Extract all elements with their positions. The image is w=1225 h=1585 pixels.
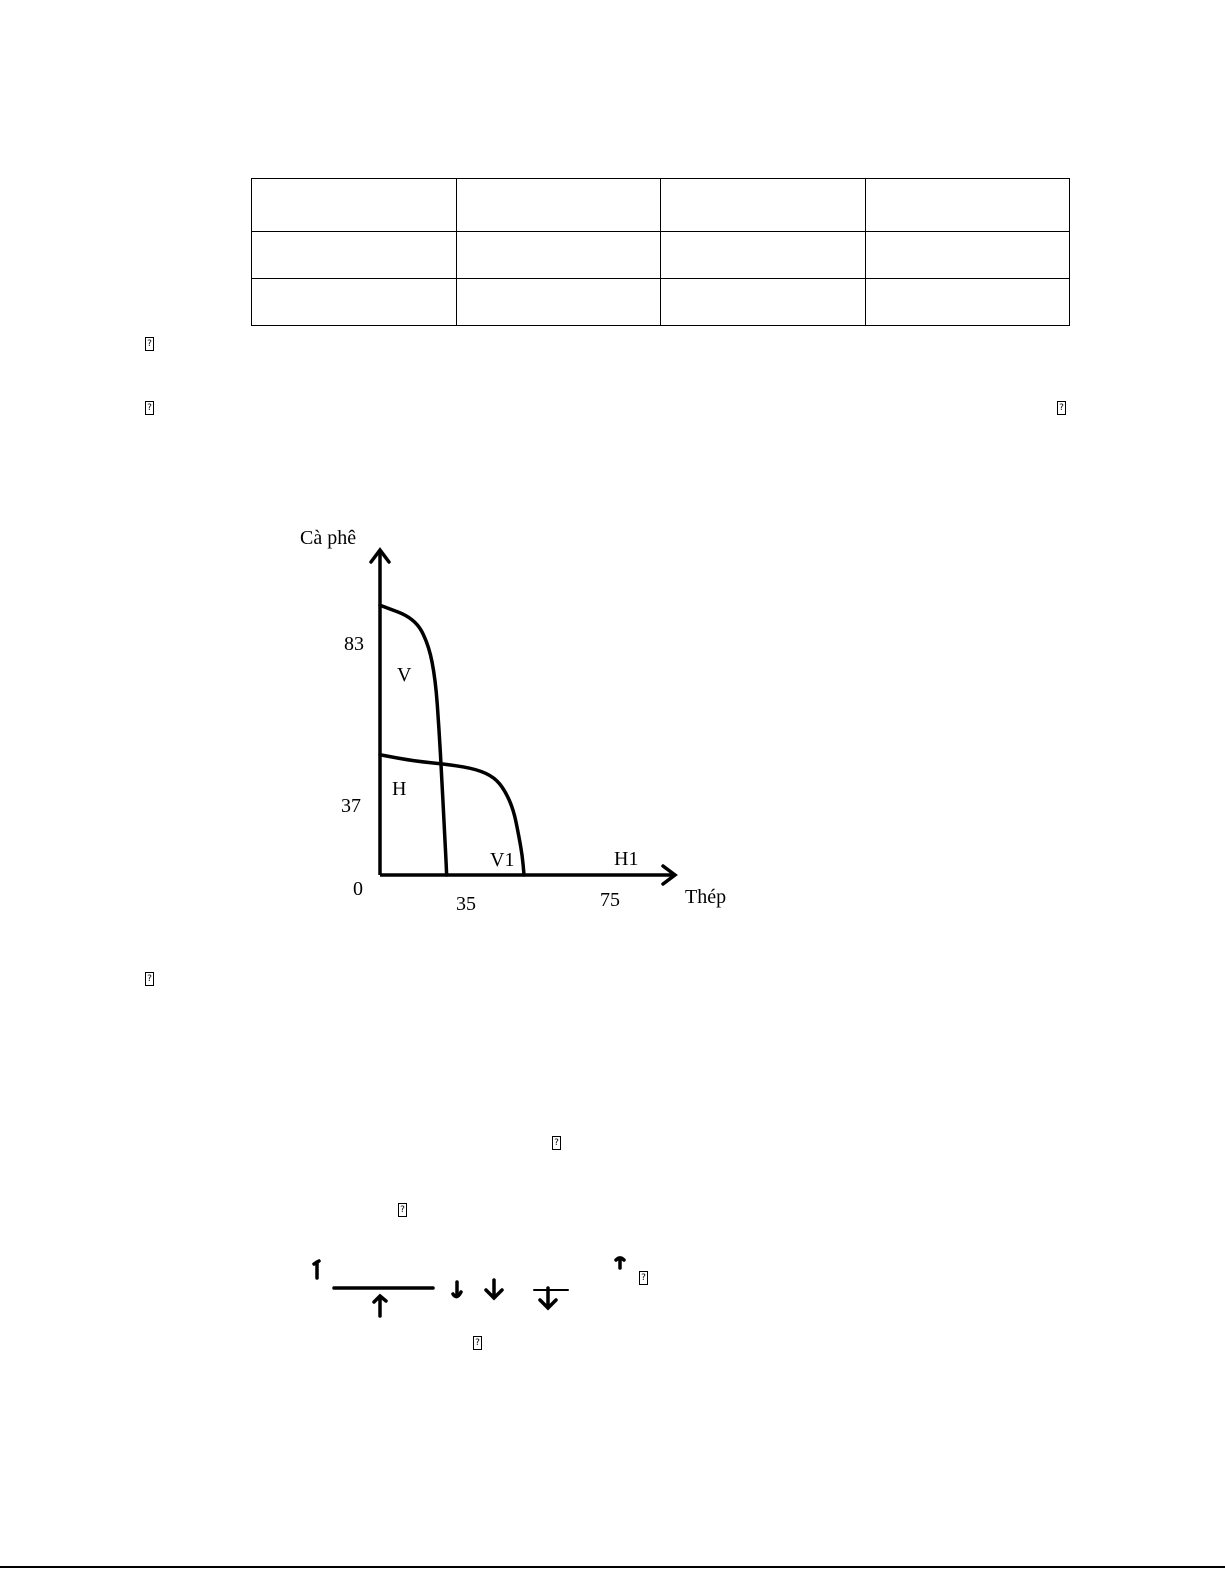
series-label-h: H xyxy=(392,778,407,800)
table-cell xyxy=(456,179,661,232)
missing-glyph-icon: ? xyxy=(552,1136,561,1150)
series-end-label-v1: V1 xyxy=(490,849,515,871)
table-cell xyxy=(661,232,866,279)
table-cell xyxy=(252,279,457,326)
y-axis-label: Cà phê xyxy=(300,527,357,549)
origin-label: 0 xyxy=(353,878,363,900)
page-bottom-rule xyxy=(0,1566,1225,1568)
series-line-v xyxy=(380,605,447,875)
data-table xyxy=(251,178,1070,326)
series-label-v: V xyxy=(397,664,412,686)
y-tick-label: 37 xyxy=(341,795,361,817)
missing-glyph-icon: ? xyxy=(473,1336,482,1350)
chart-curves xyxy=(380,605,524,875)
table-row xyxy=(252,279,1070,326)
table-cell xyxy=(252,232,457,279)
formula-marks xyxy=(300,1248,660,1328)
missing-glyph-icon: ? xyxy=(639,1271,648,1285)
table-cell xyxy=(865,279,1070,326)
table-row xyxy=(252,232,1070,279)
chart-axes xyxy=(371,550,675,884)
missing-glyph-icon: ? xyxy=(145,401,154,415)
x-tick-label: 35 xyxy=(456,893,476,915)
x-axis-label: Thép xyxy=(685,886,727,908)
missing-glyph-icon: ? xyxy=(145,972,154,986)
table-cell xyxy=(252,179,457,232)
table-cell xyxy=(865,232,1070,279)
missing-glyph-icon: ? xyxy=(1057,401,1066,415)
down-arrow-mark xyxy=(486,1280,502,1298)
table-cell xyxy=(661,179,866,232)
table-row xyxy=(252,179,1070,232)
ppf-chart xyxy=(280,520,750,920)
table-cell xyxy=(865,179,1070,232)
missing-glyph-icon: ? xyxy=(145,337,154,351)
arrow-mark xyxy=(616,1258,624,1268)
table-cell xyxy=(661,279,866,326)
down-arrow-mark xyxy=(453,1282,461,1297)
table-cell xyxy=(456,279,661,326)
table-cell xyxy=(456,232,661,279)
x-tick-label: 75 xyxy=(600,889,620,911)
missing-glyph-icon: ? xyxy=(398,1203,407,1217)
series-end-label-h1: H1 xyxy=(614,848,639,870)
y-tick-label: 83 xyxy=(344,633,364,655)
chart-labels xyxy=(300,527,726,915)
up-arrow-mark xyxy=(374,1296,386,1316)
